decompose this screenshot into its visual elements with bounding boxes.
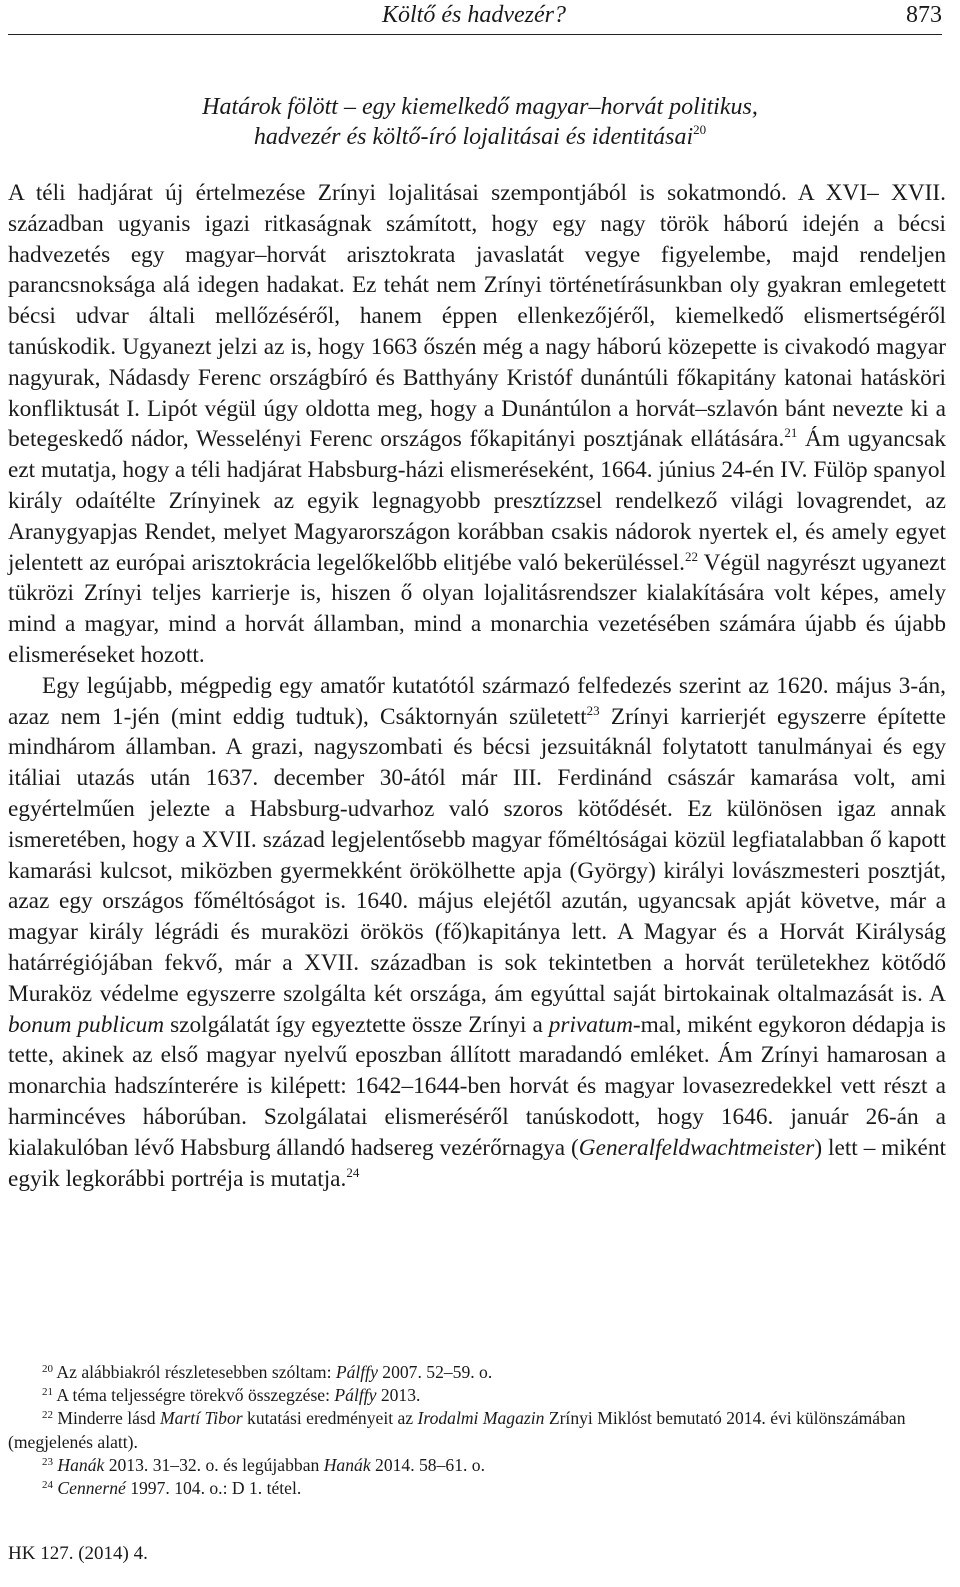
footnote — [8, 1361, 946, 1384]
section-heading — [0, 92, 960, 152]
footnote-text: 2014. 58–61. o. — [370, 1454, 485, 1475]
footnote-author: Cennerné — [57, 1478, 126, 1499]
section-heading-line-1: Határok fölött – egy kiemelkedő magyar–horvát politikus, — [202, 94, 758, 120]
footnote-title: Irodalmi Magazin — [417, 1408, 545, 1429]
footnote-text: 2013. — [376, 1385, 421, 1406]
paragraph-1 — [8, 178, 946, 671]
footnote-author: Pálffy — [335, 1362, 378, 1382]
footnote-text: Minderre lásd — [53, 1408, 160, 1429]
paragraph-text: Ám ugyancsak ezt mutatja, hogy a téli hadjárat Habsburg-házi elismeréseként, 1664. június 24-én IV. Fülöp spanyol király odaítélte Zrínyinek az egyik legnagyobb presztízzsel rendelkező világi lovagrendet, az Aranygyapjas Rendet, melyet Magyarországon korábban csakis nádorok nyertek el, és amely egyet jelentett az európai arisztokrácia legelőkelőbb elitjébe való bekerüléssel. — [8, 426, 946, 576]
footnote-number: 24 — [42, 1479, 53, 1492]
footnote-number: 22 — [42, 1409, 53, 1422]
footnotes — [8, 1361, 946, 1500]
footnote-number: 21 — [42, 1386, 53, 1399]
footnote — [8, 1407, 946, 1453]
footnote-ref: 23 — [586, 702, 600, 718]
section-heading-line-2 — [0, 122, 960, 152]
footnote-ref: 20 — [693, 122, 707, 137]
footnote-text: A téma teljességre törekvő összegzése: — [53, 1385, 335, 1406]
page-number: 873 — [906, 2, 942, 28]
paragraph-2 — [8, 671, 946, 1195]
latin-term: bonum publicum — [8, 1011, 165, 1038]
running-title: Költő és hadvezér? — [382, 2, 566, 28]
body-text — [8, 178, 946, 1194]
footnote-text: kutatási eredményeit az — [242, 1408, 418, 1429]
paragraph-text: Zrínyi karrierjét egyszerre építette mindhárom államban. A grazi, nagyszombati és bécsi jezsuitáknál folytatott tanulmányai és egy itáliai utazás után 1637. december 30-ától már III. Ferdinánd császár kamarása volt, ami egyértelműen jelezte a Habsburg-udvarhoz való szoros kötődését. Ez különösen igaz annak ismeretében, hogy a XVII. század legjelentősebb magyar főméltóságai közül legfiatalabban ő kapott kamarási kulcsot, miközben gyermekként örökölhette apja (György) királyi lovászmesteri posztját, azaz egy országos főméltóságot is. 1640. május elejétől azután, ugyancsak apját követve, már a magyar király légrádi és muraközi örökös (fő)kapitánya lett. A Magyar és a Horvát Királyság határrégiójában fekvő, már a XVII. században is sok tekintetben a horvát területekhez kötődő Muraköz védelme egyszerre szolgálta két országa, ám egyúttal saját birtokainak oltalmazását is. A — [8, 703, 946, 1007]
paragraph-text: ) lett – miként egyik legkorábbi portréja is mutatja. — [8, 1134, 946, 1192]
footnote-text: Zrínyi Miklóst bemutató 2014. évi különszámában (megjelenés alatt). — [8, 1408, 906, 1452]
paragraph-text: szolgálatát így egyeztette össze Zrínyi a — [164, 1011, 549, 1038]
footnote-text: Az alábbiakról részletesebben szóltam: — [53, 1362, 336, 1382]
paragraph-text: -mal, miként egykoron dédapja is tette, akinek az első magyar nyelvű eposzban állított maradandó emléket. Ám Zrínyi hamarosan a monarchia hadszínterére is kilépett: 1642–1644-ben horvát és magyar lovasezredekkel vett részt a harmincéves háborúban. Szolgálatai elismeréséről tanúskodott, hogy 1646. január 26-án a kialakulóban lévő Habsburg állandó hadsereg vezérőrnagya ( — [8, 1011, 946, 1161]
footnote-number: 23 — [42, 1455, 53, 1468]
footnote-author: Hanák — [57, 1454, 105, 1475]
footnote-text: 2013. 31–32. o. és legújabban — [104, 1454, 324, 1475]
footnote — [8, 1477, 946, 1500]
footnote-number: 20 — [42, 1363, 53, 1375]
journal-citation: HK 127. (2014) 4. — [8, 1543, 148, 1564]
german-term: Generalfeldwachtmeister — [578, 1134, 815, 1161]
paragraph-text: Végül nagyrészt ugyanezt tükrözi Zrínyi teljes karrierje is, hiszen ő olyan lojalitásrendszer kialakítására volt képes, amely mind a magyar, mind a horvát államban, mind a monarchia vezetésében számára újabb és újabb elismeréseket hozott. — [8, 549, 946, 668]
footnote-ref: 21 — [784, 425, 798, 441]
paragraph-text: Egy legújabb, mégpedig egy amatőr kutatótól származó felfedezés szerint az 1620. május 3-án, azaz nem 1-jén (mint eddig tudtuk), Csáktornyán született — [8, 672, 946, 730]
footnote — [8, 1384, 946, 1407]
footnote-author: Hanák — [323, 1454, 371, 1475]
footnote-text: 1997. 104. o.: D 1. tétel. — [125, 1478, 302, 1499]
running-header — [8, 0, 942, 35]
footnote-author: Martí Tibor — [160, 1408, 243, 1429]
footnote-ref: 24 — [346, 1164, 360, 1180]
footnote-text: 2007. 52–59. o. — [377, 1362, 493, 1382]
footnote-author: Pálffy — [334, 1385, 377, 1406]
footnote-ref: 22 — [684, 548, 698, 564]
latin-term: privatum — [548, 1011, 633, 1038]
footnote — [8, 1454, 946, 1477]
paragraph-text: A téli hadjárat új értelmezése Zrínyi lojalitásai szempontjából is sokatmondó. A XVI– XVII. században ugyanis igazi ritkaságnak számított, hogy egy nagy török háború idején a bécsi hadvezetés egy magyar–horvát arisztokrata javaslatát vegye figyelembe, majd rendeljen parancsnoksága alá idegen hadakat. Ez tehát nem Zrínyi történetírásunkban oly gyakran emlegetett bécsi udvar általi mellőzéséről, hanem éppen ellenkezőjéről, kiemelkedő elismertségéről tanúskodik. Ugyanezt jelzi az is, hogy 1663 őszén még a nagy háború közepette is civakodó magyar nagyurak, Nádasdy Ferenc országbíró és Batthyány Kristóf dunántúli főkapitány katonai hatásköri konfliktusát I. Lipót végül úgy oldotta meg, hogy a Dunántúlon a horvát–szlavón bánt nevezte ki a betegeskedő nádor, Wesselényi Ferenc országos főkapitányi posztjának ellátására. — [8, 180, 946, 453]
section-heading-line-2-text: hadvezér és költő-író lojalitásai és identitásai — [253, 124, 694, 150]
